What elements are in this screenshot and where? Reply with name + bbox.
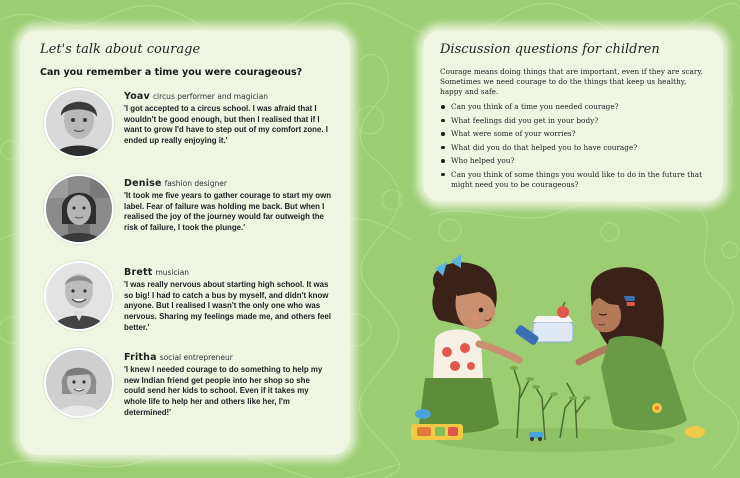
list-item: What did you do that helped you to have courage? — [440, 143, 708, 153]
list-item: What feelings did you get in your body? — [440, 116, 708, 126]
person-role: fashion designer — [164, 179, 227, 188]
children-illustration — [395, 248, 725, 458]
left-title: Let's talk about courage — [40, 42, 201, 57]
person-name: Brett — [124, 267, 153, 278]
person-name: Denise — [124, 178, 162, 189]
person-quote: 'I knew I needed courage to do something to help my new Indian friend get people into her shop so she could send her kids to school. Even if it takes my whole life to help her and others like her, I'm determined!' — [124, 365, 323, 417]
list-item: What were some of your worries? — [440, 129, 708, 139]
left-question: Can you remember a time you were courageous? — [40, 67, 303, 78]
person-role: musician — [155, 268, 190, 277]
person-quote: 'It took me five years to gather courage to start my own label. Fear of failure was holding me back. But when I realised the joy of the journey would far outweigh the risk of failure, I took the plunge.' — [124, 191, 332, 233]
right-title: Discussion questions for children — [440, 42, 660, 57]
person-role: circus performer and magician — [152, 92, 269, 101]
right-intro: Courage means doing things that are important, even if they are scary. Sometimes we need courage to do the things that keep us healthy, happy and safe. — [440, 67, 703, 96]
person-quote: 'I was really nervous about starting high school. It was so big! I had to catch a bus by myself, and didn't know anyone. But I realised I wasn't the only one who was nervous. Sharing my feelings made me, and others feel better.' — [124, 280, 331, 332]
question-list — [440, 102, 708, 193]
list-item: Can you think of some things you would like to do in the future that might need you to be courageous? — [440, 170, 708, 189]
person-name: Fritha — [124, 352, 157, 363]
person-quote: 'I got accepted to a circus school. I was afraid that I wouldn't be good enough, but then I realised that if I want to grow I'd have to step out of my comfort zone. I ended up really enjoying it.' — [124, 104, 328, 146]
avatar — [44, 348, 114, 418]
avatar — [44, 88, 114, 158]
list-item: Who helped you? — [440, 156, 708, 166]
person-role: social entrepreneur — [159, 353, 233, 362]
avatar — [44, 261, 114, 331]
person-name: Yoav — [124, 91, 150, 102]
avatar — [44, 174, 114, 244]
list-item: Can you think of a time you needed courage? — [440, 102, 708, 112]
